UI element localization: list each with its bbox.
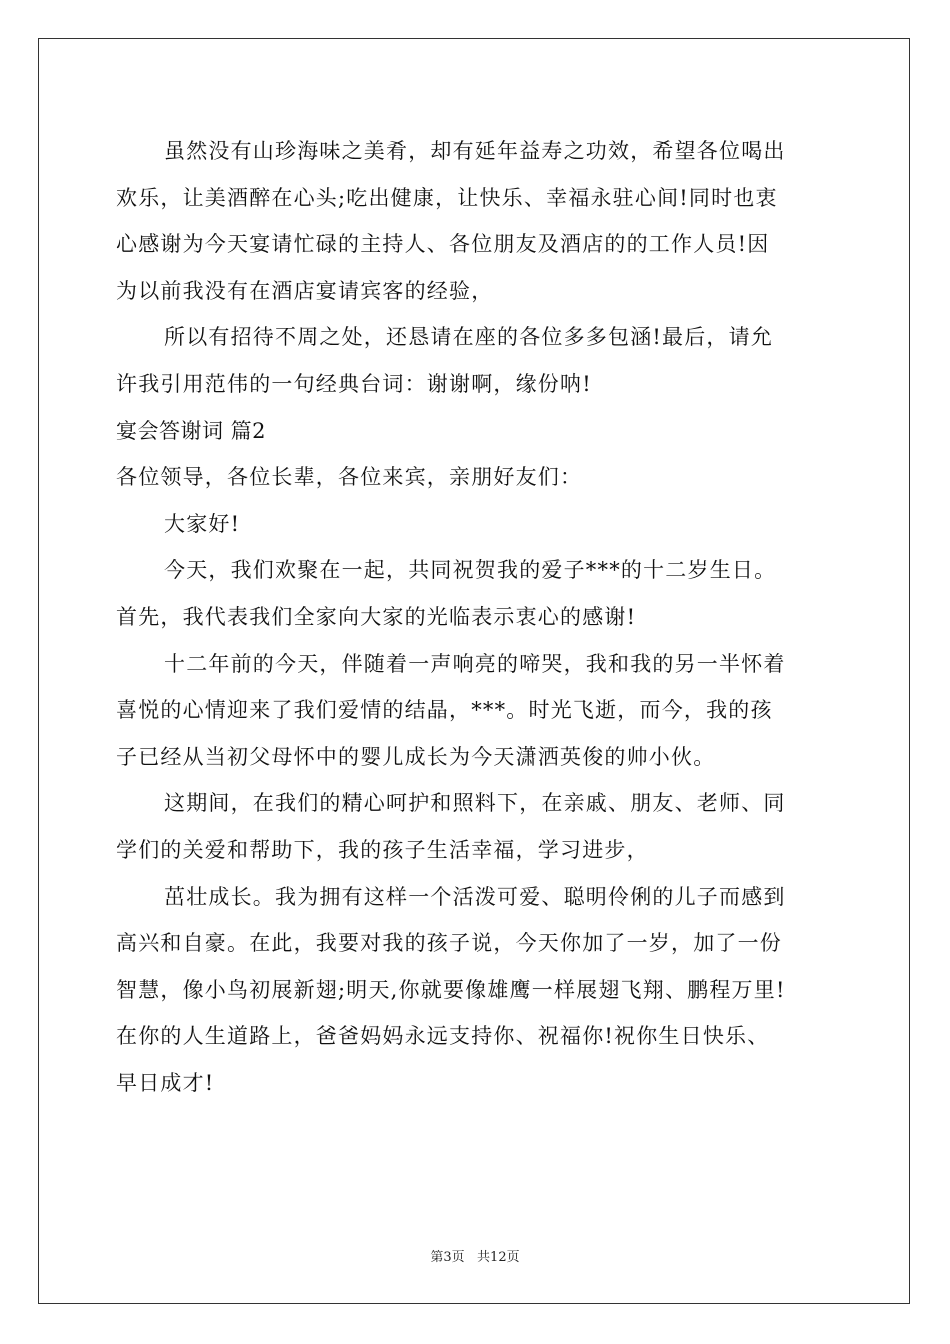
paragraph-line: 喜悦的心情迎来了我们爱情的结晶，***。时光飞逝，而今，我的孩 xyxy=(116,698,773,723)
paragraph-line: 子已经从当初父母怀中的婴儿成长为今天潇洒英俊的帅小伙。 xyxy=(116,744,716,769)
paragraph-line: 为以前我没有在酒店宴请宾客的经验， xyxy=(116,278,494,303)
paragraph-line: 所以有招待不周之处，还恳请在座的各位多多包涵!最后，请允 xyxy=(164,325,774,350)
paragraph-line: 早日成才! xyxy=(116,1070,215,1095)
paragraph-line: 高兴和自豪。在此，我要对我的孩子说，今天你加了一岁，加了一份 xyxy=(116,931,782,956)
paragraph-line: 许我引用范伟的一句经典台词：谢谢啊，缘份呐! xyxy=(116,371,592,396)
paragraph-line: 心感谢为今天宴请忙碌的主持人、各位朋友及酒店的的工作人员!因 xyxy=(116,232,770,257)
section-heading: 宴会答谢词 篇2 xyxy=(116,418,267,443)
greeting-line: 大家好! xyxy=(164,511,241,536)
paragraph-line: 茁壮成长。我为拥有这样一个活泼可爱、聪明伶俐的儿子而感到 xyxy=(164,884,786,909)
paragraph-line: 首先，我代表我们全家向大家的光临表示衷心的感谢! xyxy=(116,604,637,629)
paragraph-line: 虽然没有山珍海味之美肴，却有延年益寿之功效，希望各位喝出 xyxy=(164,139,786,163)
paragraph-line: 在你的人生道路上，爸爸妈妈永远支持你、祝福你!祝你生日快乐、 xyxy=(116,1024,770,1049)
page-number: 第3页 共12页 xyxy=(430,1250,520,1265)
document-body xyxy=(116,128,836,1106)
paragraph-line: 学们的关爱和帮助下，我的孩子生活幸福，学习进步， xyxy=(116,837,649,862)
paragraph-line: 十二年前的今天，伴随着一声响亮的啼哭，我和我的另一半怀着 xyxy=(164,651,786,676)
paragraph-line: 欢乐，让美酒醉在心头;吃出健康，让快乐、幸福永驻心间!同时也衷 xyxy=(116,185,778,210)
salutation-line: 各位领导，各位长辈，各位来宾，亲朋好友们： xyxy=(116,465,583,490)
paragraph-line: 这期间，在我们的精心呵护和照料下，在亲戚、朋友、老师、同 xyxy=(164,791,786,816)
paragraph-line: 今天，我们欢聚在一起，共同祝贺我的爱子***的十二岁生日。 xyxy=(164,558,777,583)
paragraph-line: 智慧，像小鸟初展新翅;明天,你就要像雄鹰一样展翅飞翔、鹏程万里! xyxy=(116,977,786,1002)
